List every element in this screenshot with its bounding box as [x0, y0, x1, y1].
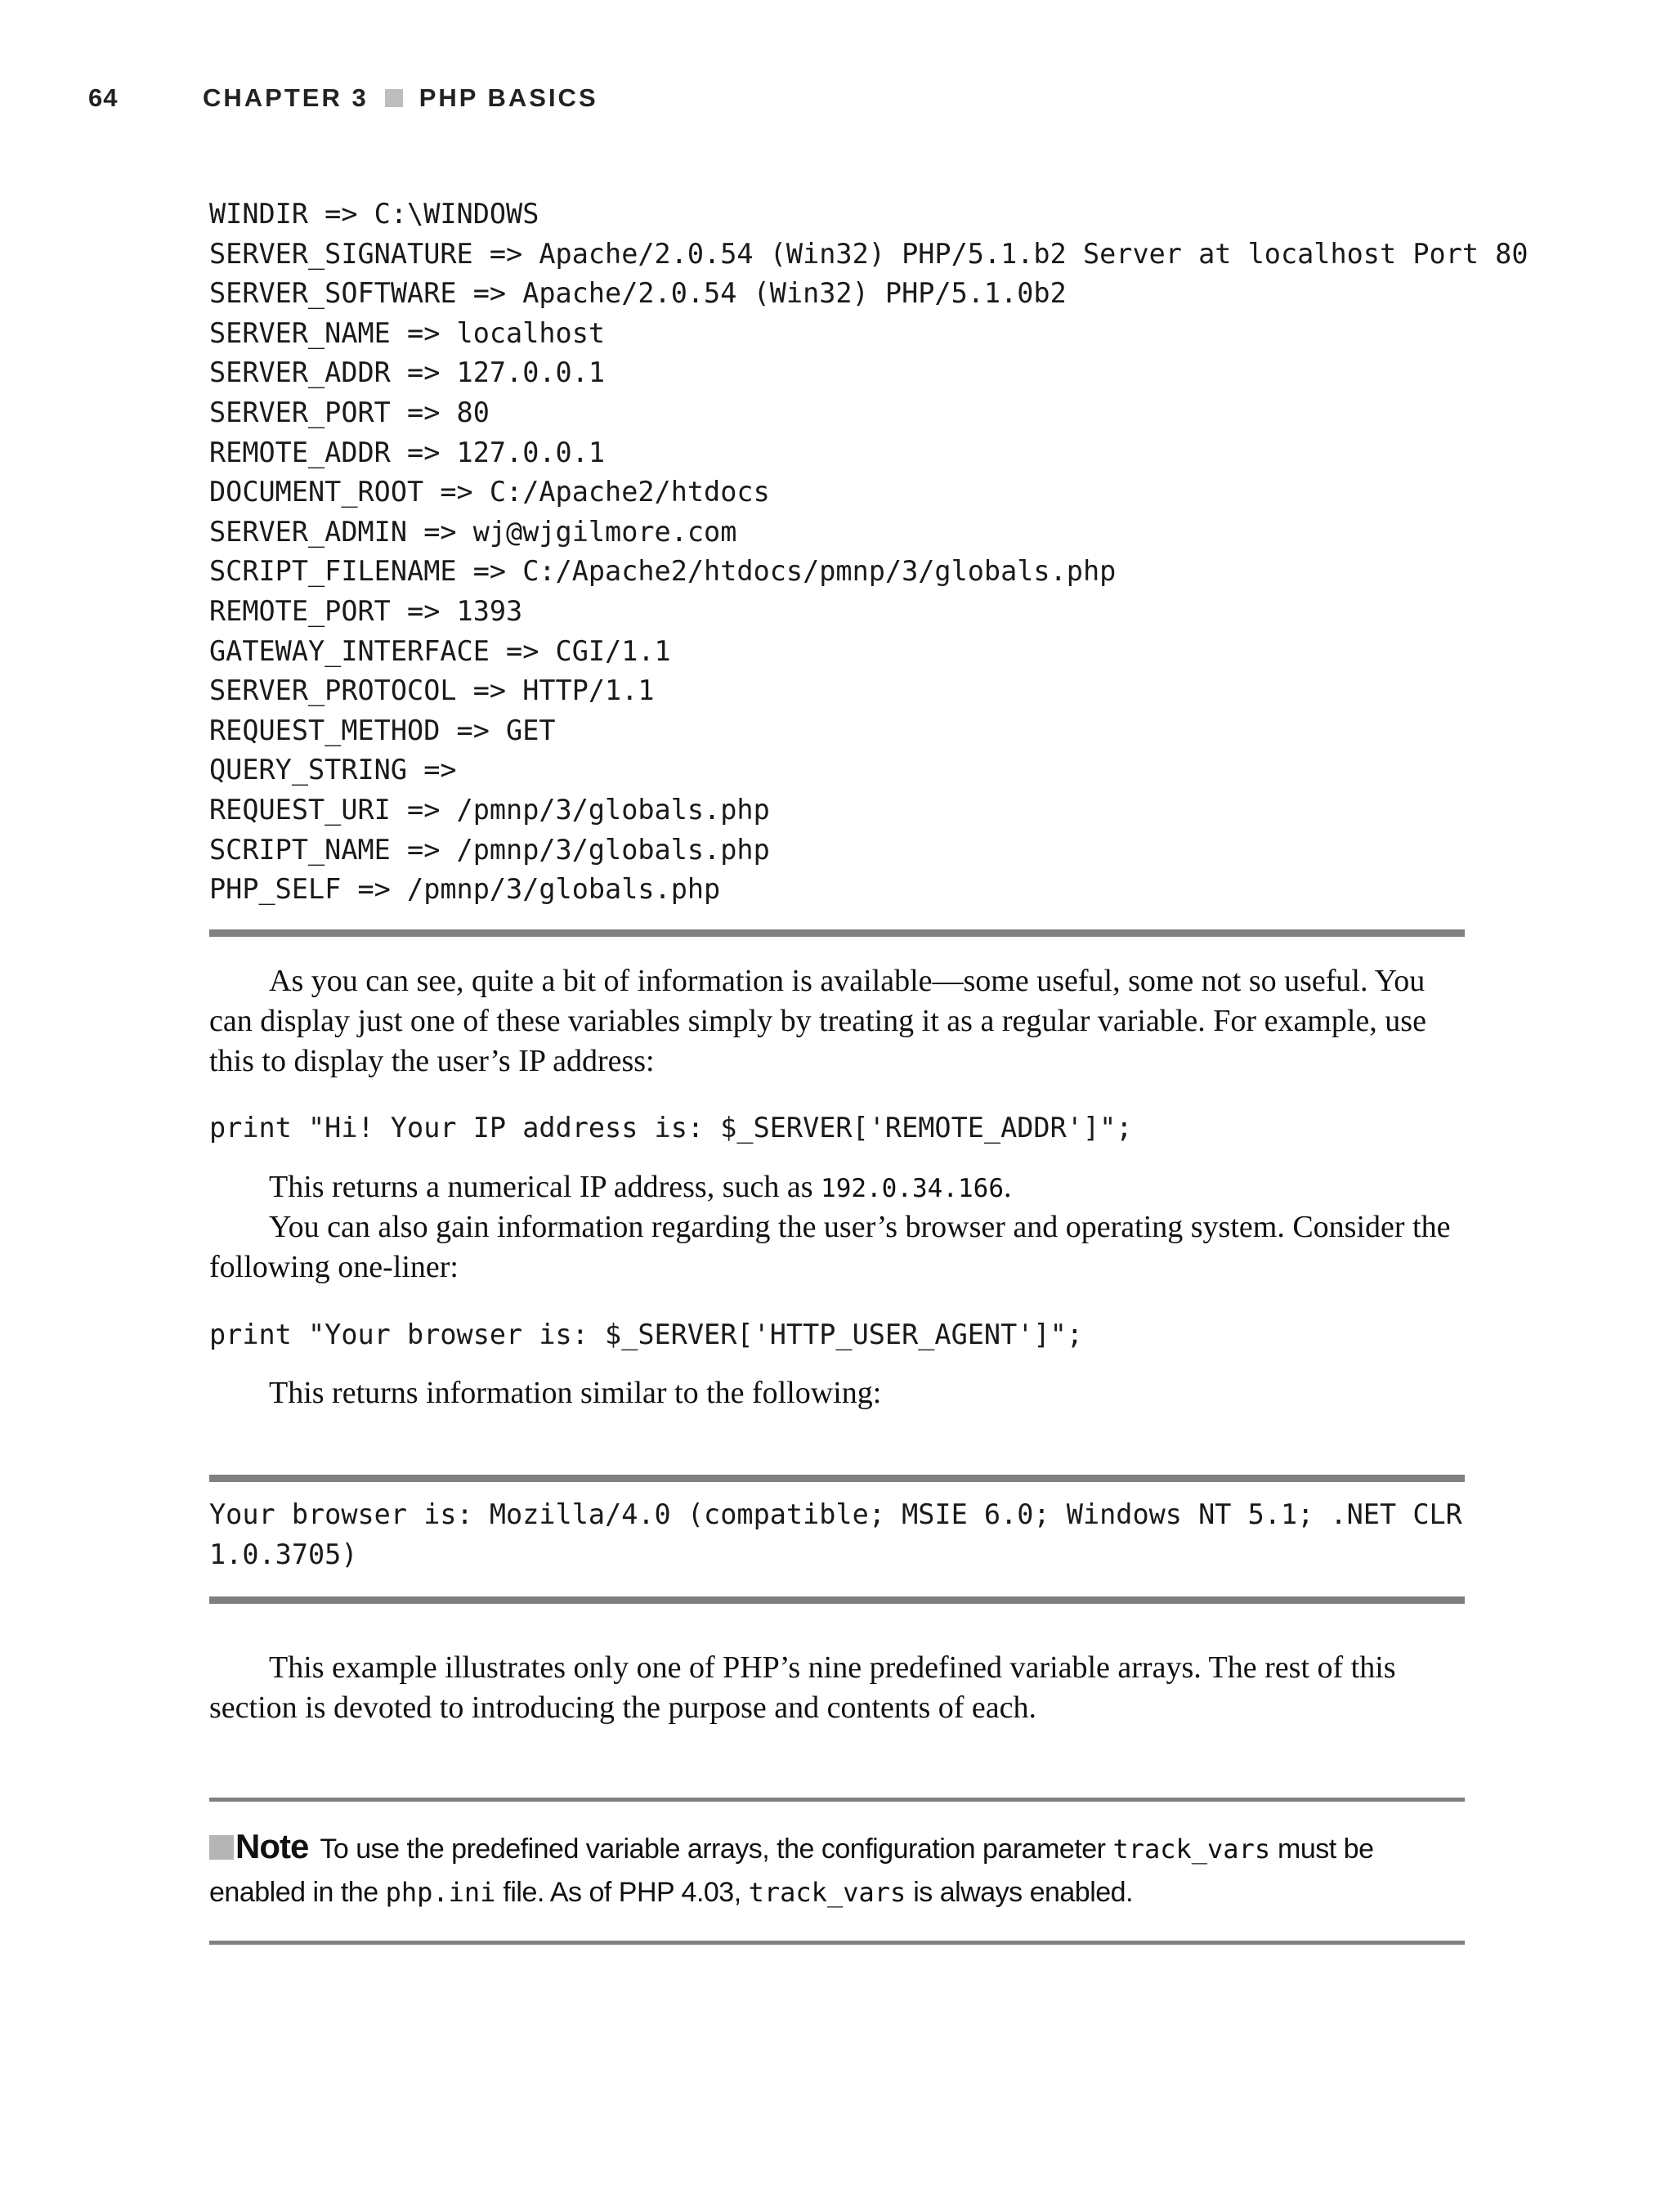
note-box [209, 1825, 1468, 1914]
listing-bottom-rule [209, 929, 1465, 937]
listing-line: PHP_SELF => /pmnp/3/globals.php [209, 873, 721, 906]
chapter-title: PHP BASICS [418, 83, 598, 112]
browser-output-listing [209, 1495, 1462, 1574]
listing-line: REQUEST_URI => /pmnp/3/globals.php [209, 793, 770, 826]
listing-line: SERVER_ADMIN => wj@wjgilmore.com [209, 515, 737, 548]
chapter-label: CHAPTER 3 [203, 83, 369, 112]
listing-line: SCRIPT_FILENAME => C:/Apache2/htdocs/pmnp/3/globals.php [209, 555, 1117, 588]
listing-line: SERVER_PORT => 80 [209, 396, 490, 428]
paragraph-predefined-arrays: This example illustrates only one of PHP’s nine predefined variable arrays. The rest of this section is devoted to introducing the purpose and contents of each. [209, 1650, 1396, 1725]
listing-line: QUERY_STRING => [209, 754, 457, 786]
listing-line: SCRIPT_NAME => /pmnp/3/globals.php [209, 833, 770, 866]
note-code-track-vars: track_vars [1112, 1834, 1271, 1865]
server-variables-listing [209, 195, 1529, 910]
paragraph-ip-result [209, 1167, 1468, 1209]
note-square-icon [209, 1835, 234, 1860]
output-bottom-rule [209, 1596, 1465, 1604]
listing-line: DOCUMENT_ROOT => C:/Apache2/htdocs [209, 476, 770, 508]
listing-line: SERVER_PROTOCOL => HTTP/1.1 [209, 674, 655, 707]
paragraph-ip-end: . [1004, 1170, 1012, 1204]
listing-line: SERVER_SIGNATURE => Apache/2.0.54 (Win32) PHP/5.1.b2 Server at localhost Port 80 [209, 237, 1529, 270]
listing-line: REMOTE_PORT => 1393 [209, 594, 523, 627]
paragraph-intro: As you can see, quite a bit of information is available—some useful, some not so useful. You can display just one of these variables simply by treating it as a regular variable. For example, use this to display the user’s IP address: [209, 964, 1426, 1078]
header-square-icon [385, 89, 403, 107]
note-text: must be enabled in the [209, 1834, 1374, 1908]
listing-line: SERVER_ADDR => 127.0.0.1 [209, 356, 606, 389]
running-header [88, 82, 598, 114]
listing-line: GATEWAY_INTERFACE => CGI/1.1 [209, 634, 671, 667]
note-code-track-vars: track_vars [748, 1877, 906, 1908]
note-code-php-ini: php.ini [385, 1877, 496, 1908]
page-number: 64 [88, 83, 119, 112]
note-text: file. As of PHP 4.03, [495, 1877, 749, 1908]
listing-line: SERVER_NAME => localhost [209, 316, 606, 349]
output-line: 1.0.3705) [209, 1538, 358, 1570]
note-text: To use the predefined variable arrays, the configuration parameter [320, 1834, 1113, 1865]
inline-code-ip: 192.0.34.166 [821, 1174, 1004, 1203]
listing-line: SERVER_SOFTWARE => Apache/2.0.54 (Win32) PHP/5.1.0b2 [209, 277, 1067, 310]
note-label: Note [235, 1827, 309, 1865]
paragraph-output-intro: This returns information similar to the following: [269, 1376, 882, 1410]
paragraph-ip-text: This returns a numerical IP address, such as [269, 1170, 821, 1204]
output-line: Your browser is: Mozilla/4.0 (compatible; MSIE 6.0; Windows NT 5.1; .NET CLR [209, 1498, 1462, 1530]
code-example-ip: print "Hi! Your IP address is: $_SERVER['REMOTE_ADDR']"; [209, 1112, 1133, 1144]
note-text: is always enabled. [906, 1877, 1134, 1908]
output-top-rule [209, 1475, 1465, 1482]
listing-line: REQUEST_METHOD => GET [209, 714, 556, 746]
listing-line: REMOTE_ADDR => 127.0.0.1 [209, 436, 606, 468]
note-top-rule [209, 1798, 1465, 1802]
listing-line: WINDIR => C:\WINDOWS [209, 198, 539, 230]
paragraph-browser-intro: You can also gain information regarding the user’s browser and operating system. Consider the following one-liner: [209, 1210, 1451, 1284]
code-example-browser: print "Your browser is: $_SERVER['HTTP_USER_AGENT']"; [209, 1319, 1083, 1350]
note-bottom-rule [209, 1941, 1465, 1945]
